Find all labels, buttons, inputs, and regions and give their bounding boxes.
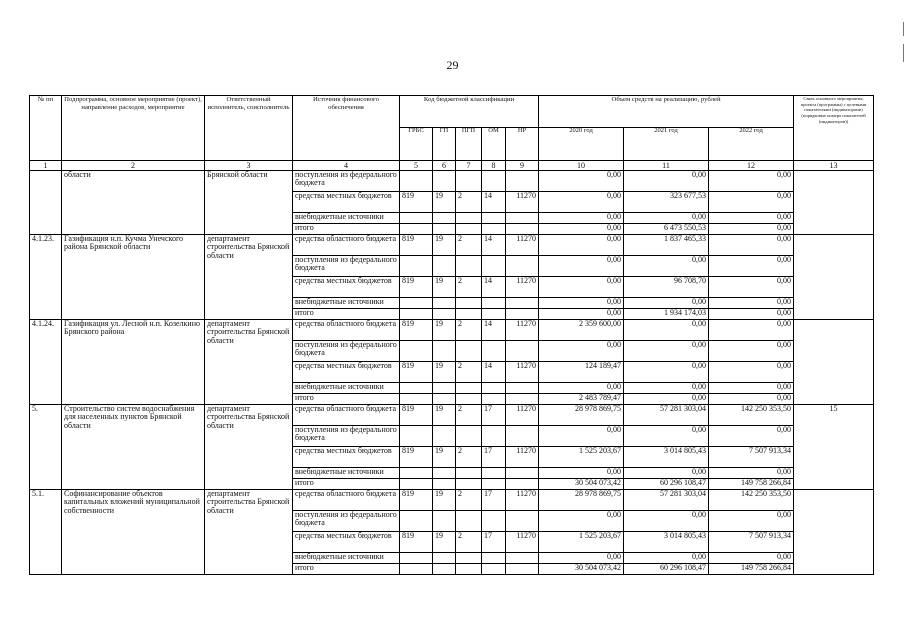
amount-2020: 0,00 — [539, 468, 624, 479]
code-gp — [433, 553, 456, 564]
amount-2022: 7 507 913,34 — [709, 532, 794, 553]
amount-2020: 30 504 073,42 — [539, 564, 624, 575]
code-om: 14 — [482, 320, 506, 341]
amount-2022: 0,00 — [709, 394, 794, 405]
amount-2022: 0,00 — [709, 511, 794, 532]
column-number: 6 — [433, 161, 456, 171]
code-om — [482, 479, 506, 490]
code-pgp: 2 — [456, 447, 482, 468]
item-number: 5. — [30, 405, 62, 490]
code-grbs — [400, 394, 433, 405]
amount-2020: 0,00 — [539, 224, 624, 235]
code-pgp: 2 — [456, 405, 482, 426]
amount-2020: 0,00 — [539, 341, 624, 362]
executor-name: департамент строительства Брянской области — [205, 405, 293, 490]
code-pgp: 2 — [456, 362, 482, 383]
executor-name: департамент строительства Брянской области — [205, 490, 293, 575]
amount-2022: 0,00 — [709, 256, 794, 277]
code-pgp — [456, 511, 482, 532]
amount-2022: 7 507 913,34 — [709, 447, 794, 468]
code-gp — [433, 298, 456, 309]
code-grbs: 819 — [400, 532, 433, 553]
funding-source: итого — [293, 394, 400, 405]
table-row — [30, 490, 874, 511]
column-number: 9 — [506, 161, 539, 171]
code-gp — [433, 468, 456, 479]
code-om: 17 — [482, 532, 506, 553]
code-pgp: 2 — [456, 277, 482, 298]
table-row — [30, 320, 874, 341]
code-nr — [506, 213, 539, 224]
code-grbs — [400, 479, 433, 490]
program-name: Строительство систем водоснабжения для населенных пунктов Брянской области — [62, 405, 205, 490]
code-pgp: 2 — [456, 320, 482, 341]
code-grbs — [400, 298, 433, 309]
code-nr — [506, 426, 539, 447]
amount-2022: 0,00 — [709, 341, 794, 362]
funding-source: средства местных бюджетов — [293, 362, 400, 383]
amount-2022: 142 250 353,50 — [709, 405, 794, 426]
code-grbs — [400, 468, 433, 479]
column-number: 5 — [400, 161, 433, 171]
scan-edge-mark — [903, 22, 904, 36]
amount-2022: 149 758 266,84 — [709, 479, 794, 490]
code-nr: 11270 — [506, 490, 539, 511]
header-no: № пп — [30, 96, 62, 161]
funding-source: внебюджетные источники — [293, 468, 400, 479]
header-grbs: ГРБС — [400, 128, 433, 161]
code-pgp — [456, 426, 482, 447]
code-om — [482, 256, 506, 277]
funding-source: средства областного бюджета — [293, 235, 400, 256]
code-pgp: 2 — [456, 490, 482, 511]
amount-2021: 6 473 550,53 — [624, 224, 709, 235]
item-number: 4.1.23. — [30, 235, 62, 320]
amount-2020: 0,00 — [539, 511, 624, 532]
code-grbs — [400, 511, 433, 532]
amount-2022: 0,00 — [709, 224, 794, 235]
funding-source: поступления из федерального бюджета — [293, 341, 400, 362]
amount-2021: 96 708,70 — [624, 277, 709, 298]
program-name: Газификация н.п. Кучма Унечского района Брянской области — [62, 235, 205, 320]
executor-name: департамент строительства Брянской области — [205, 235, 293, 320]
code-pgp — [456, 564, 482, 575]
code-om — [482, 511, 506, 532]
code-pgp — [456, 394, 482, 405]
code-gp: 19 — [433, 320, 456, 341]
header-2020: 2020 год — [539, 128, 624, 161]
code-nr — [506, 298, 539, 309]
code-gp — [433, 394, 456, 405]
amount-2021: 3 014 805,43 — [624, 447, 709, 468]
header-nr: НР — [506, 128, 539, 161]
code-grbs: 819 — [400, 235, 433, 256]
executor-name: Брянской области — [205, 171, 293, 235]
code-om — [482, 394, 506, 405]
code-grbs — [400, 426, 433, 447]
table-row — [30, 235, 874, 256]
code-om — [482, 341, 506, 362]
code-nr: 11270 — [506, 192, 539, 213]
code-om: 17 — [482, 405, 506, 426]
code-grbs: 819 — [400, 362, 433, 383]
code-grbs: 819 — [400, 277, 433, 298]
funding-source: итого — [293, 224, 400, 235]
code-nr — [506, 309, 539, 320]
amount-2022: 0,00 — [709, 383, 794, 394]
funding-source: внебюджетные источники — [293, 383, 400, 394]
code-gp — [433, 564, 456, 575]
code-nr — [506, 171, 539, 192]
column-number: 1 — [30, 161, 62, 171]
page-number: 29 — [446, 58, 459, 72]
amount-2021: 0,00 — [624, 171, 709, 192]
program-name: Софинансирование объектов капитальных вложений муниципальной собственности — [62, 490, 205, 575]
code-gp — [433, 426, 456, 447]
code-om — [482, 224, 506, 235]
item-number: 4.1.24. — [30, 320, 62, 405]
code-nr: 11270 — [506, 277, 539, 298]
code-grbs: 819 — [400, 192, 433, 213]
code-gp — [433, 309, 456, 320]
code-grbs — [400, 171, 433, 192]
amount-2022: 0,00 — [709, 309, 794, 320]
table-row — [30, 171, 874, 192]
amount-2022: 0,00 — [709, 426, 794, 447]
executor-name: департамент строительства Брянской области — [205, 320, 293, 405]
header-gp: ГП — [433, 128, 456, 161]
code-om: 14 — [482, 235, 506, 256]
header-om: ОМ — [482, 128, 506, 161]
column-number: 3 — [205, 161, 293, 171]
amount-2022: 0,00 — [709, 320, 794, 341]
code-nr — [506, 468, 539, 479]
code-grbs — [400, 383, 433, 394]
amount-2021: 60 296 108,47 — [624, 564, 709, 575]
code-om — [482, 309, 506, 320]
code-nr — [506, 479, 539, 490]
code-om — [482, 426, 506, 447]
code-pgp — [456, 171, 482, 192]
amount-2022: 0,00 — [709, 192, 794, 213]
code-gp: 19 — [433, 192, 456, 213]
amount-2021: 323 677,53 — [624, 192, 709, 213]
code-nr: 11270 — [506, 320, 539, 341]
amount-2021: 0,00 — [624, 394, 709, 405]
funding-source: внебюджетные источники — [293, 298, 400, 309]
amount-2020: 0,00 — [539, 171, 624, 192]
amount-2020: 0,00 — [539, 553, 624, 564]
table-row — [30, 405, 874, 426]
funding-source: поступления из федерального бюджета — [293, 426, 400, 447]
code-grbs: 819 — [400, 405, 433, 426]
code-om — [482, 468, 506, 479]
amount-2021: 57 281 303,04 — [624, 490, 709, 511]
header-executor: Ответственный исполнитель, соисполнитель — [205, 96, 293, 161]
code-gp — [433, 256, 456, 277]
amount-2020: 0,00 — [539, 426, 624, 447]
header-2022: 2022 год — [709, 128, 794, 161]
code-om: 17 — [482, 447, 506, 468]
code-om — [482, 383, 506, 394]
column-number: 7 — [456, 161, 482, 171]
amount-2021: 1 934 174,03 — [624, 309, 709, 320]
code-pgp — [456, 383, 482, 394]
code-nr — [506, 553, 539, 564]
code-pgp — [456, 479, 482, 490]
funding-source: средства местных бюджетов — [293, 192, 400, 213]
code-pgp — [456, 341, 482, 362]
amount-2021: 57 281 303,04 — [624, 405, 709, 426]
code-pgp — [456, 224, 482, 235]
code-gp — [433, 213, 456, 224]
code-gp — [433, 341, 456, 362]
code-om — [482, 171, 506, 192]
amount-2022: 0,00 — [709, 298, 794, 309]
column-number: 11 — [624, 161, 709, 171]
code-grbs: 819 — [400, 320, 433, 341]
indicator-link: 15 — [794, 405, 874, 490]
program-name: области — [62, 171, 205, 235]
funding-source: средства местных бюджетов — [293, 447, 400, 468]
funding-source: средства областного бюджета — [293, 490, 400, 511]
code-pgp: 2 — [456, 532, 482, 553]
amount-2022: 0,00 — [709, 553, 794, 564]
amount-2020: 0,00 — [539, 256, 624, 277]
amount-2022: 149 758 266,84 — [709, 564, 794, 575]
code-gp: 19 — [433, 532, 456, 553]
amount-2021: 0,00 — [624, 362, 709, 383]
funding-source: поступления из федерального бюджета — [293, 256, 400, 277]
code-nr — [506, 341, 539, 362]
column-number: 13 — [794, 161, 874, 171]
code-om: 17 — [482, 490, 506, 511]
code-pgp: 2 — [456, 235, 482, 256]
code-nr: 11270 — [506, 235, 539, 256]
funding-source: поступления из федерального бюджета — [293, 171, 400, 192]
code-gp — [433, 224, 456, 235]
indicator-link — [794, 320, 874, 405]
code-gp: 19 — [433, 362, 456, 383]
code-nr: 11270 — [506, 447, 539, 468]
code-om — [482, 213, 506, 224]
code-grbs — [400, 564, 433, 575]
code-nr — [506, 564, 539, 575]
header-source: Источник финансового обеспечения — [293, 96, 400, 161]
code-grbs — [400, 256, 433, 277]
amount-2021: 60 296 108,47 — [624, 479, 709, 490]
amount-2022: 0,00 — [709, 468, 794, 479]
amount-2021: 0,00 — [624, 511, 709, 532]
amount-2020: 0,00 — [539, 192, 624, 213]
code-grbs — [400, 341, 433, 362]
amount-2021: 1 837 465,33 — [624, 235, 709, 256]
amount-2020: 2 483 789,47 — [539, 394, 624, 405]
amount-2020: 0,00 — [539, 383, 624, 394]
amount-2021: 0,00 — [624, 320, 709, 341]
amount-2020: 28 978 869,75 — [539, 490, 624, 511]
amount-2020: 1 525 203,67 — [539, 447, 624, 468]
code-pgp — [456, 256, 482, 277]
scan-edge-mark — [903, 44, 904, 62]
amount-2021: 0,00 — [624, 553, 709, 564]
header-link: Связь основного мероприятия, проекта (программы) с целевыми показателями (индикаторами) (порядковые номера показателей (индикаторов)) — [794, 96, 874, 161]
amount-2020: 2 359 600,00 — [539, 320, 624, 341]
amount-2022: 0,00 — [709, 213, 794, 224]
header-program: Подпрограмма, основное мероприятие (проект), направление расходов, мероприятие — [62, 96, 205, 161]
amount-2021: 0,00 — [624, 341, 709, 362]
code-pgp: 2 — [456, 192, 482, 213]
funding-source: средства местных бюджетов — [293, 277, 400, 298]
code-nr: 11270 — [506, 405, 539, 426]
code-pgp — [456, 309, 482, 320]
amount-2021: 0,00 — [624, 383, 709, 394]
table-body — [30, 171, 874, 575]
code-grbs — [400, 553, 433, 564]
code-pgp — [456, 213, 482, 224]
funding-source: итого — [293, 479, 400, 490]
code-pgp — [456, 553, 482, 564]
code-nr — [506, 224, 539, 235]
header-pgp: ПГП — [456, 128, 482, 161]
funding-source: средства областного бюджета — [293, 405, 400, 426]
code-gp: 19 — [433, 490, 456, 511]
code-gp: 19 — [433, 235, 456, 256]
amount-2021: 0,00 — [624, 426, 709, 447]
item-number — [30, 171, 62, 235]
column-number: 8 — [482, 161, 506, 171]
code-om — [482, 298, 506, 309]
code-gp — [433, 383, 456, 394]
funding-source: итого — [293, 309, 400, 320]
code-grbs — [400, 213, 433, 224]
header-volume: Объем средств на реализацию, рублей — [539, 96, 794, 128]
amount-2020: 0,00 — [539, 235, 624, 256]
amount-2020: 0,00 — [539, 309, 624, 320]
column-number: 4 — [293, 161, 400, 171]
funding-source: внебюджетные источники — [293, 213, 400, 224]
code-nr — [506, 256, 539, 277]
code-pgp — [456, 468, 482, 479]
amount-2021: 0,00 — [624, 468, 709, 479]
program-name: Газификация ул. Лесной н.п. Козелкино Брянского района — [62, 320, 205, 405]
code-grbs — [400, 224, 433, 235]
column-number: 12 — [709, 161, 794, 171]
code-gp — [433, 479, 456, 490]
amount-2021: 0,00 — [624, 256, 709, 277]
code-gp — [433, 171, 456, 192]
code-nr: 11270 — [506, 362, 539, 383]
code-gp — [433, 511, 456, 532]
code-om — [482, 564, 506, 575]
funding-source: средства областного бюджета — [293, 320, 400, 341]
code-grbs: 819 — [400, 447, 433, 468]
code-grbs: 819 — [400, 490, 433, 511]
code-gp: 19 — [433, 447, 456, 468]
funding-source: поступления из федерального бюджета — [293, 511, 400, 532]
funding-source: внебюджетные источники — [293, 553, 400, 564]
code-om — [482, 553, 506, 564]
amount-2020: 1 525 203,67 — [539, 532, 624, 553]
amount-2021: 0,00 — [624, 213, 709, 224]
indicator-link — [794, 490, 874, 575]
amount-2021: 0,00 — [624, 298, 709, 309]
amount-2022: 0,00 — [709, 362, 794, 383]
amount-2020: 0,00 — [539, 298, 624, 309]
amount-2022: 142 250 353,50 — [709, 490, 794, 511]
code-nr — [506, 383, 539, 394]
code-gp: 19 — [433, 405, 456, 426]
indicator-link — [794, 171, 874, 235]
budget-table — [29, 95, 874, 575]
code-nr — [506, 511, 539, 532]
funding-source: итого — [293, 564, 400, 575]
header-2021: 2021 год — [624, 128, 709, 161]
code-om: 14 — [482, 277, 506, 298]
indicator-link — [794, 235, 874, 320]
code-grbs — [400, 309, 433, 320]
amount-2021: 3 014 805,43 — [624, 532, 709, 553]
funding-source: средства местных бюджетов — [293, 532, 400, 553]
amount-2022: 0,00 — [709, 277, 794, 298]
header-budget-code: Код бюджетной классификации — [400, 96, 539, 128]
amount-2020: 28 978 869,75 — [539, 405, 624, 426]
column-number: 10 — [539, 161, 624, 171]
code-nr — [506, 394, 539, 405]
code-om: 14 — [482, 362, 506, 383]
code-pgp — [456, 298, 482, 309]
amount-2020: 124 189,47 — [539, 362, 624, 383]
code-gp: 19 — [433, 277, 456, 298]
amount-2022: 0,00 — [709, 171, 794, 192]
amount-2020: 0,00 — [539, 277, 624, 298]
code-om: 14 — [482, 192, 506, 213]
column-number: 2 — [62, 161, 205, 171]
amount-2020: 30 504 073,42 — [539, 479, 624, 490]
code-nr: 11270 — [506, 532, 539, 553]
amount-2020: 0,00 — [539, 213, 624, 224]
column-number-row — [30, 161, 874, 171]
item-number: 5.1. — [30, 490, 62, 575]
amount-2022: 0,00 — [709, 235, 794, 256]
